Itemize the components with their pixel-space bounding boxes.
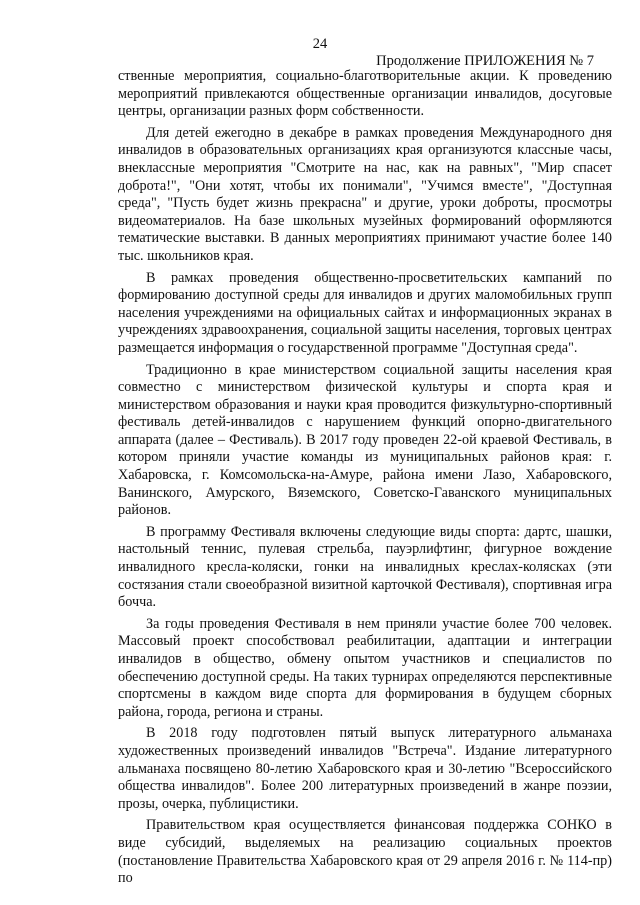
paragraph: За годы проведения Фестиваля в нем приняли участие более 700 человек. Массовый проект способствовал реабилитации, адаптации и интеграции инвалидов в общество, обмену опытом участников и специалистов по обеспечению доступной среды. На таких турнирах определяются перспективные спортсмены в каждом виде спорта для формирования в будущем сборных района, города, региона и страны. — [118, 615, 612, 720]
paragraph: ственные мероприятия, социально-благотворительные акции. К проведению мероприятий привлекаются общественные организации инвалидов, досуговые центры, организации разных форм собственности. — [118, 68, 612, 120]
paragraph: В программу Фестиваля включены следующие виды спорта: дартс, шашки, настольный теннис, пулевая стрельба, пауэрлифтинг, фигурное вождение инвалидного кресла-коляски, гонки на инвалидных креслах-колясках (эти состязания стали своеобразной визитной карточкой Фестиваля), спортивная игра бочча. — [118, 523, 612, 611]
paragraph: Правительством края осуществляется финансовая поддержка СОНКО в виде субсидий, выделяемых на реализацию социальных проектов (постановление Правительства Хабаровского края от 29 апреля 2016 г. № 114-пр) по — [118, 817, 612, 887]
paragraph: Традиционно в крае министерством социальной защиты населения края совместно с министерством физической культуры и спорта края и министерством образования и науки края проводится физкультурно-спортивный фестиваль детей-инвалидов с нарушением функций опорно-двигательного аппарата (далее – Фестиваль). В 2017 году проведен 22-ой краевой Фестиваль, в котором приняли участие команды из муниципальных районов края: г. Хабаровска, г. Комсомольска-на-Амуре, района имени Лазо, Хабаровского, Ванинского, Амурского, Вяземского, Советско-Гаванского муниципальных районов. — [118, 361, 612, 519]
appendix-header: Продолжение ПРИЛОЖЕНИЯ № 7 — [376, 53, 594, 69]
paragraph: Для детей ежегодно в декабре в рамках проведения Международного дня инвалидов в образовательных организациях края организуются классные часы, внеклассные мероприятия "Смотрите на нас, как на равных", "Мир спасет доброта!", "Они хотят, чтобы их понимали", "Учимся вместе", "Доступная среда", "Пусть будет жизнь прекрасна" и другие, уроки доброты, просмотры видеоматериалов. На базе школьных музейных формирований оформляются тематические выставки. В данных мероприятиях принимают участие более 140 тыс. школьников края. — [118, 124, 612, 264]
document-body — [118, 68, 612, 892]
page-number: 24 — [312, 36, 328, 52]
paragraph: В 2018 году подготовлен пятый выпуск литературного альманаха художественных произведений инвалидов "Встреча". Издание литературного альманаха посвящено 80-летию Хабаровского края и 30-летию "Всероссийского общества инвалидов". Более 200 литературных произведений в жанре поэзии, прозы, очерка, публицистики. — [118, 725, 612, 812]
paragraph: В рамках проведения общественно-просветительских кампаний по формированию доступной среды для инвалидов и других маломобильных групп населения учреждениями на официальных сайтах и информационных экранах в учреждениях здравоохранения, социальной защиты населения, торговых центрах размещается информация о государственной программе "Доступная среда". — [118, 269, 612, 356]
